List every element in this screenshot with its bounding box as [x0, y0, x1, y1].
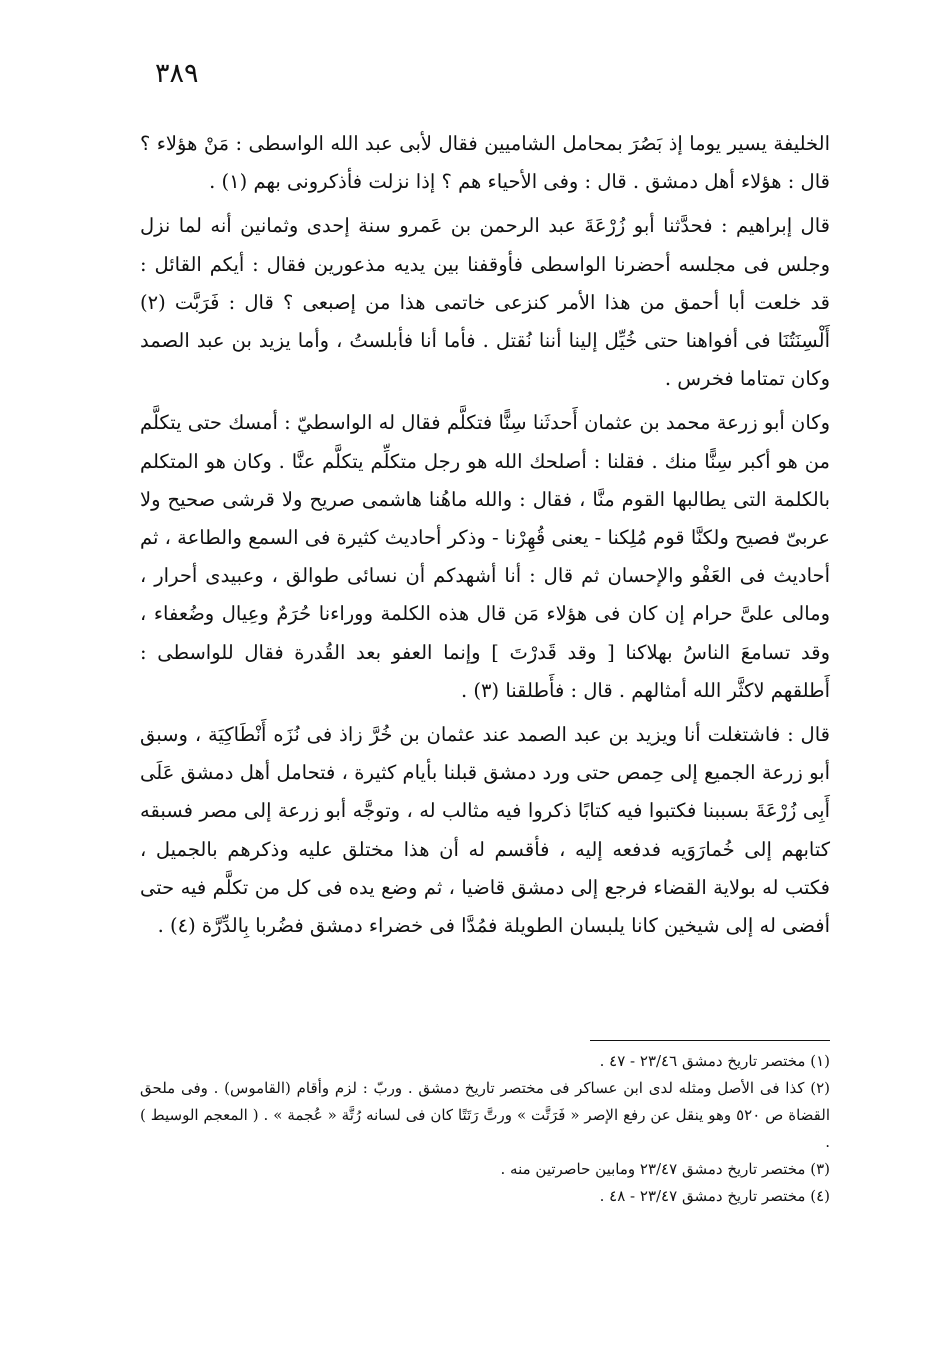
paragraph: وكان أبو زرعة محمد بن عثمان أَحدثَنا سِنًّا فتكلَّم فقال له الواسطيّ : أمسك حتى يتكلَّم من هو أكبر سِنًّا منك . فقلنا : أصلحك الله هو رجل متكلِّم يتكلَّم عنَّا . وكان هو المتكلم بالكلمة التى يطالبها القوم منَّا ، فقال : والله ماهُنا هاشمى صريح ولا قرشى صحيح ولا عربىّ فصيح ولكنَّا قوم مُلِكنا - يعنى قُهِرْنا - وذكر أحاديث كثيرة فى السمع والطاعة ، ثم أحاديث فى العَفْو والإحسان ثم قال : أنا أشهدكم أن نسائى طوالق ، وعبيدى أحرار ، ومالى علىَّ حرام إن كان فى هؤلاء مَن قال هذه الكلمة ووراءنا حُرَمٌ وعِيال وضُعفاء ، وقد تسامعَ الناسُ بهلاكنا [ وقد قَدرْتَ ] وإنما العفو بعد القُدرة فقال للواسطى : أَطلقهم لاكثَّر الله أمثالهم . قال : فأَطلقنا (٣) .	[140, 411, 831, 702]
paragraph: الخليفة يسير يوما إذ بَصُرَ بمحامل الشاميين فقال لأبى عبد الله الواسطى : مَنْ هؤلاء ؟ قال : هؤلاء أهل دمشق . قال : وفى الأحياء هم ؟ إذا نزلت فأذكرونى بهم (١) .	[140, 132, 830, 194]
footnote-divider	[590, 1040, 830, 1041]
main-text	[140, 125, 830, 951]
footnote: (٤) مختصر تاريخ دمشق ٢٣/٤٧ - ٤٨ .	[599, 1187, 830, 1205]
page-number: ٣٨٩	[155, 58, 199, 89]
paragraph: قال إبراهيم : فحدَّثنا أبو زُرْعَةَ عبد الرحمن بن عَمرو سنة إحدى وثمانين أنه لما نزل وجلس فى مجلسه أحضرنا الواسطى فأوقفنا بين يديه مذعورين فقال : أيكم القائل : قد خلعت أبا أحمق من هذا الأمر كنزعى خاتمى هذا من إصبعى ؟ قال : فَرَبَّت (٢) أَلْسِنَتُنَا فى أفواهنا حتى خُيِّل إلينا أننا نُقتل . فأما أنا فأبلستُ ، وأما يزيد بن عبد الصمد وكان تمتاما فخرس .	[140, 214, 830, 391]
footnote: (٢) كذا فى الأصل ومثله لدى ابن عساكر فى مختصر تاريخ دمشق . وربّ : لزم وأقام (القاموس) . وفى ملحق القضاة ص ٥٢٠ وهو ينقل عن رفع الإصر « فَرَتَّت » ورتَّ رَتَتًا كان فى لسانه رُتَّة « عُجمة » . ( المعجم الوسيط ) .	[140, 1079, 830, 1151]
footnotes	[140, 1048, 830, 1210]
footnote: (٣) مختصر تاريخ دمشق ٢٣/٤٧ ومابين حاصرتين منه .	[500, 1160, 830, 1178]
paragraph: قال : فاشتغلت أنا ويزيد بن عبد الصمد عند عثمان بن خُرَّ زاذ فى نُزَه أَنْطَاكِيَة ، وسبق أبو زرعة الجميع إلى حِمص حتى ورد دمشق قبلنا بأيام كثيرة ، فتحامل أهل دمشق عَلَى أَبِى زُرْعَةَ بسببنا فكتبوا فيه كتابًا ذكروا فيه مثالب له ، وتوجَّه أبو زرعة إلى مصر فسبقه كتابهم إلى خُمارَوَيه فدفعه إليه ، فأقسم له أن هذا مختلق عليه وذكرهم بالجميل ، فكتب له بولاية القضاء فرجع إلى دمشق قاضيا ، ثم وضع يده فى كل من تكلَّم فيه حتى أفضى له إلى شيخين كانا يلبسان الطويلة فمُدَّا فى خضراء دمشق فضُربا بِالدِّرَّة (٤) .	[140, 723, 830, 938]
footnote: (١) مختصر تاريخ دمشق ٢٣/٤٦ - ٤٧ .	[599, 1052, 830, 1070]
